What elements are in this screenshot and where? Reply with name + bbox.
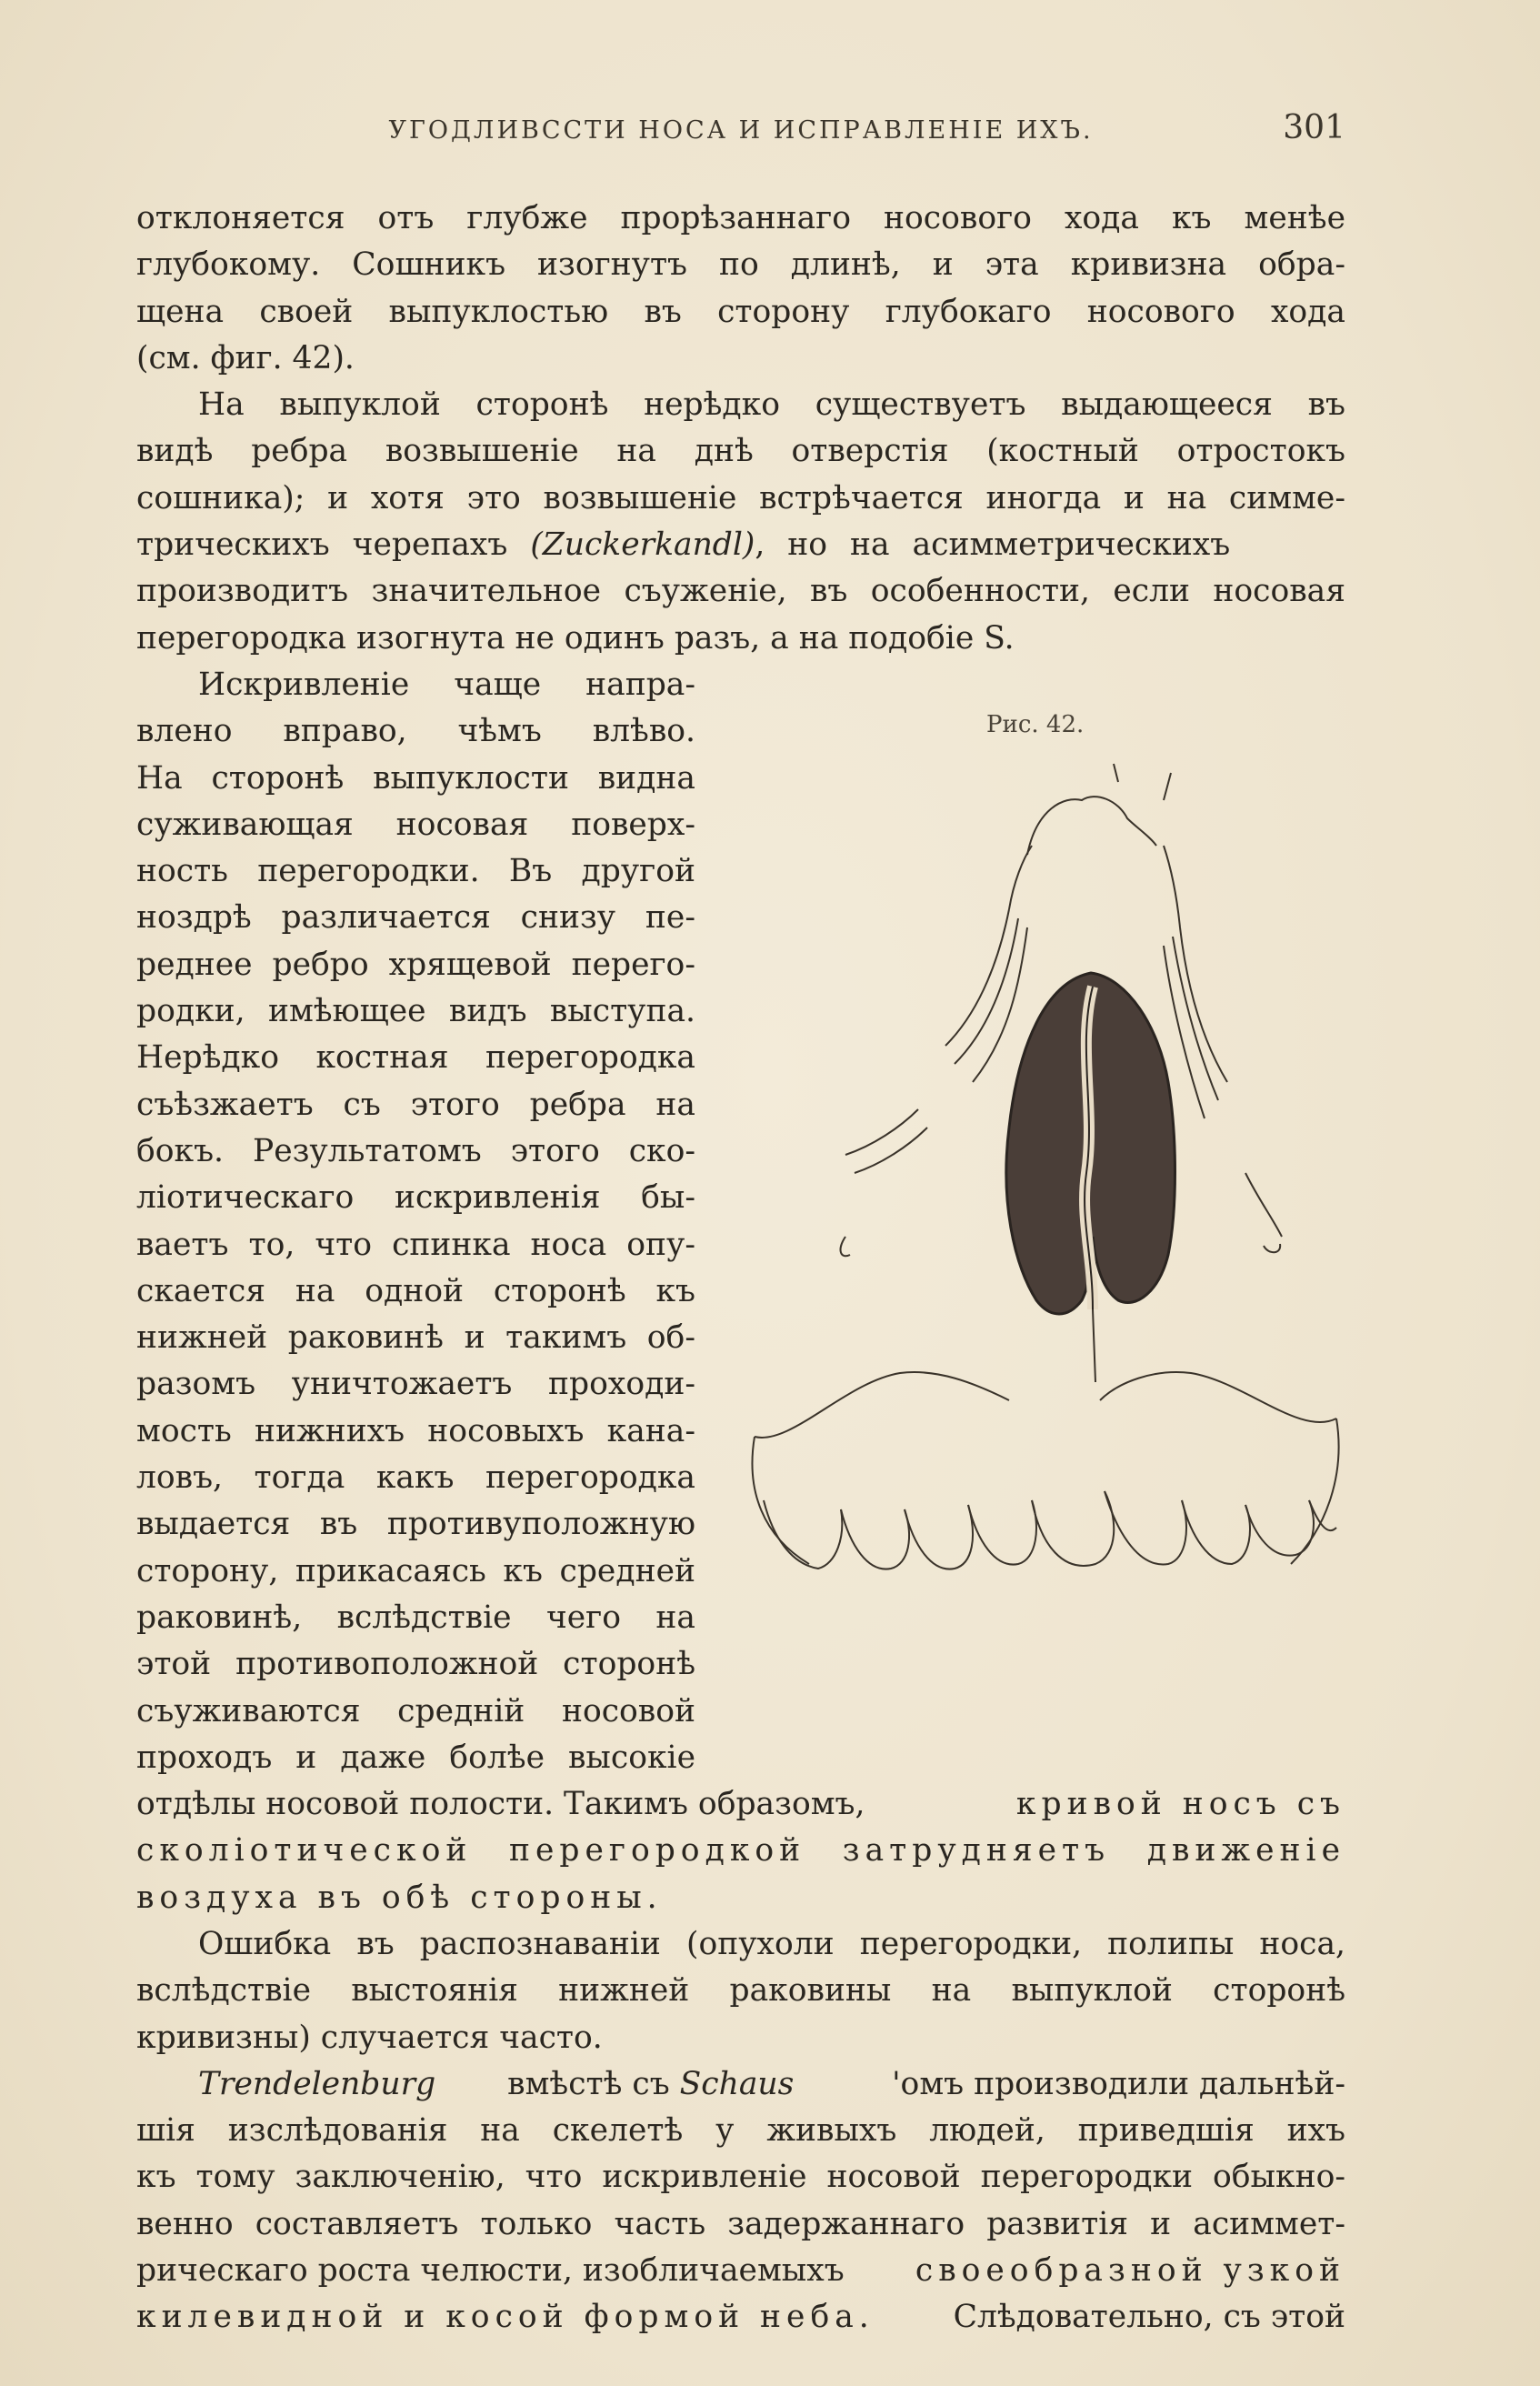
text-line: раковинѣ, вслѣдствіе чего на <box>136 1599 695 1636</box>
text-line: кривизны) случается часто. <box>136 2019 603 2056</box>
text-run: вмѣстѣ съ <box>497 2065 680 2102</box>
text-line <box>136 2294 1345 2341</box>
spaced-text: кривой носъ съ <box>1015 1786 1345 1823</box>
page-number: 301 <box>1283 109 1345 146</box>
author-name: (Zuckerkandl) <box>530 526 755 564</box>
text-line: ноздрѣ различается снизу пе- <box>136 899 695 937</box>
text-line: ліотическаго искривленія бы- <box>136 1179 695 1217</box>
text-line: разомъ уничтожаетъ проходи- <box>136 1366 695 1403</box>
text-line: реднее ребро хрящевой перего- <box>136 946 695 983</box>
text-line: мость нижнихъ носовыхъ кана- <box>136 1412 695 1449</box>
spaced-text: килевидной и косой формой неба. <box>136 2299 875 2336</box>
text-line: ваетъ то, что спинка носа опу- <box>136 1226 695 1263</box>
text-line: сошника); и хотя это возвышеніе встрѣчается иногда и на симме- <box>136 479 1345 516</box>
text-line: скается на одной сторонѣ къ <box>136 1272 695 1309</box>
text-line: щена своей выпуклостью въ сторону глубокаго носового хода <box>136 293 1345 330</box>
spaced-text-line: воздуха въ обѣ стороны. <box>136 1879 663 1916</box>
text-line: выдается въ противуположную <box>136 1506 695 1543</box>
spaced-text: своеобразной узкой <box>915 2252 1345 2290</box>
text-line <box>136 522 1345 568</box>
page-header <box>136 109 1345 155</box>
text-line: сторону, прикасаясь къ средней <box>136 1552 695 1589</box>
running-head: УГОДЛИВССТИ НОСА И ИСПРАВЛЕНІЕ ИХЪ. <box>388 116 1094 145</box>
text-line: влено вправо, чѣмъ влѣво. <box>136 713 695 750</box>
text-line: къ тому заключенію, что искривленіе носовой перегородки обыкно- <box>136 2159 1345 2196</box>
text-line: шія изслѣдованія на скелетѣ у живыхъ людей, приведшія ихъ <box>136 2112 1345 2150</box>
text-run: Слѣдовательно, съ этой <box>953 2299 1345 2336</box>
text-line: этой противоположной сторонѣ <box>136 1646 695 1683</box>
text-line: венно составляетъ только часть задержаннаго развитія и асиммет- <box>136 2205 1345 2242</box>
text-line: На выпуклой сторонѣ нерѣдко существуетъ выдающееся въ <box>198 386 1345 424</box>
text-line: ловъ, тогда какъ перегородка <box>136 1459 695 1497</box>
text-line <box>136 2248 1345 2294</box>
nasal-septum-illustration <box>736 746 1355 1655</box>
text-run: отдѣлы носовой полости. Такимъ образомъ, <box>136 1786 865 1823</box>
text-line: перегородка изогнута не одинъ разъ, а на подобіе S. <box>136 619 1015 657</box>
author-name: Trendelenburg <box>198 2065 436 2102</box>
figure-42 <box>736 691 1355 1655</box>
text-line: (см. фиг. 42). <box>136 339 355 376</box>
author-name: Schaus <box>679 2065 795 2102</box>
text-run: , но на асимметрическихъ <box>755 526 1231 564</box>
text-run: рическаго роста челюсти, изобличаемыхъ <box>136 2252 845 2290</box>
text-line: съѣзжаетъ съ этого ребра на <box>136 1086 695 1123</box>
text-line: отклоняется отъ глубже прорѣзаннаго носового хода къ менѣе <box>136 200 1345 236</box>
text-line <box>136 1781 1345 1828</box>
text-line: родки, имѣющее видъ выступа. <box>136 993 695 1030</box>
text-line: Нерѣдко костная перегородка <box>136 1039 695 1077</box>
text-line <box>136 2061 1345 2108</box>
text-line: видѣ ребра возвышеніе на днѣ отверстія (костный отростокъ <box>136 433 1345 470</box>
spaced-text-line: сколіотической перегородкой затрудняетъ движеніе <box>136 1832 1345 1870</box>
text-line: съуживаются средній носовой <box>136 1692 695 1729</box>
text-line: Ошибка въ распознаваніи (опухоли перегородки, полипы носа, <box>198 1925 1345 1962</box>
text-line: Искривленіе чаще напра- <box>198 666 695 703</box>
text-line: вслѣдствіе выстоянія нижней раковины на выпуклой сторонѣ <box>136 1972 1345 2010</box>
text-line: бокъ. Результатомъ этого ско- <box>136 1132 695 1169</box>
text-line: суживающая носовая поверх- <box>136 806 695 843</box>
text-run: 'омъ производили дальнѣй- <box>892 2065 1345 2102</box>
text-line: проходъ и даже болѣе высокіе <box>136 1739 695 1776</box>
text-line: производитъ значительное съуженіе, въ особенности, если носовая <box>136 573 1345 610</box>
text-line: глубокому. Сошникъ изогнутъ по длинѣ, и эта кривизна обра- <box>136 246 1345 284</box>
text-line: ность перегородки. Въ другой <box>136 853 695 890</box>
text-line: нижней раковинѣ и такимъ об- <box>136 1319 695 1357</box>
figure-caption: Рис. 42. <box>986 711 1085 738</box>
text-run: трическихъ черепахъ <box>136 526 508 564</box>
text-line: На сторонѣ выпуклости видна <box>136 759 695 797</box>
